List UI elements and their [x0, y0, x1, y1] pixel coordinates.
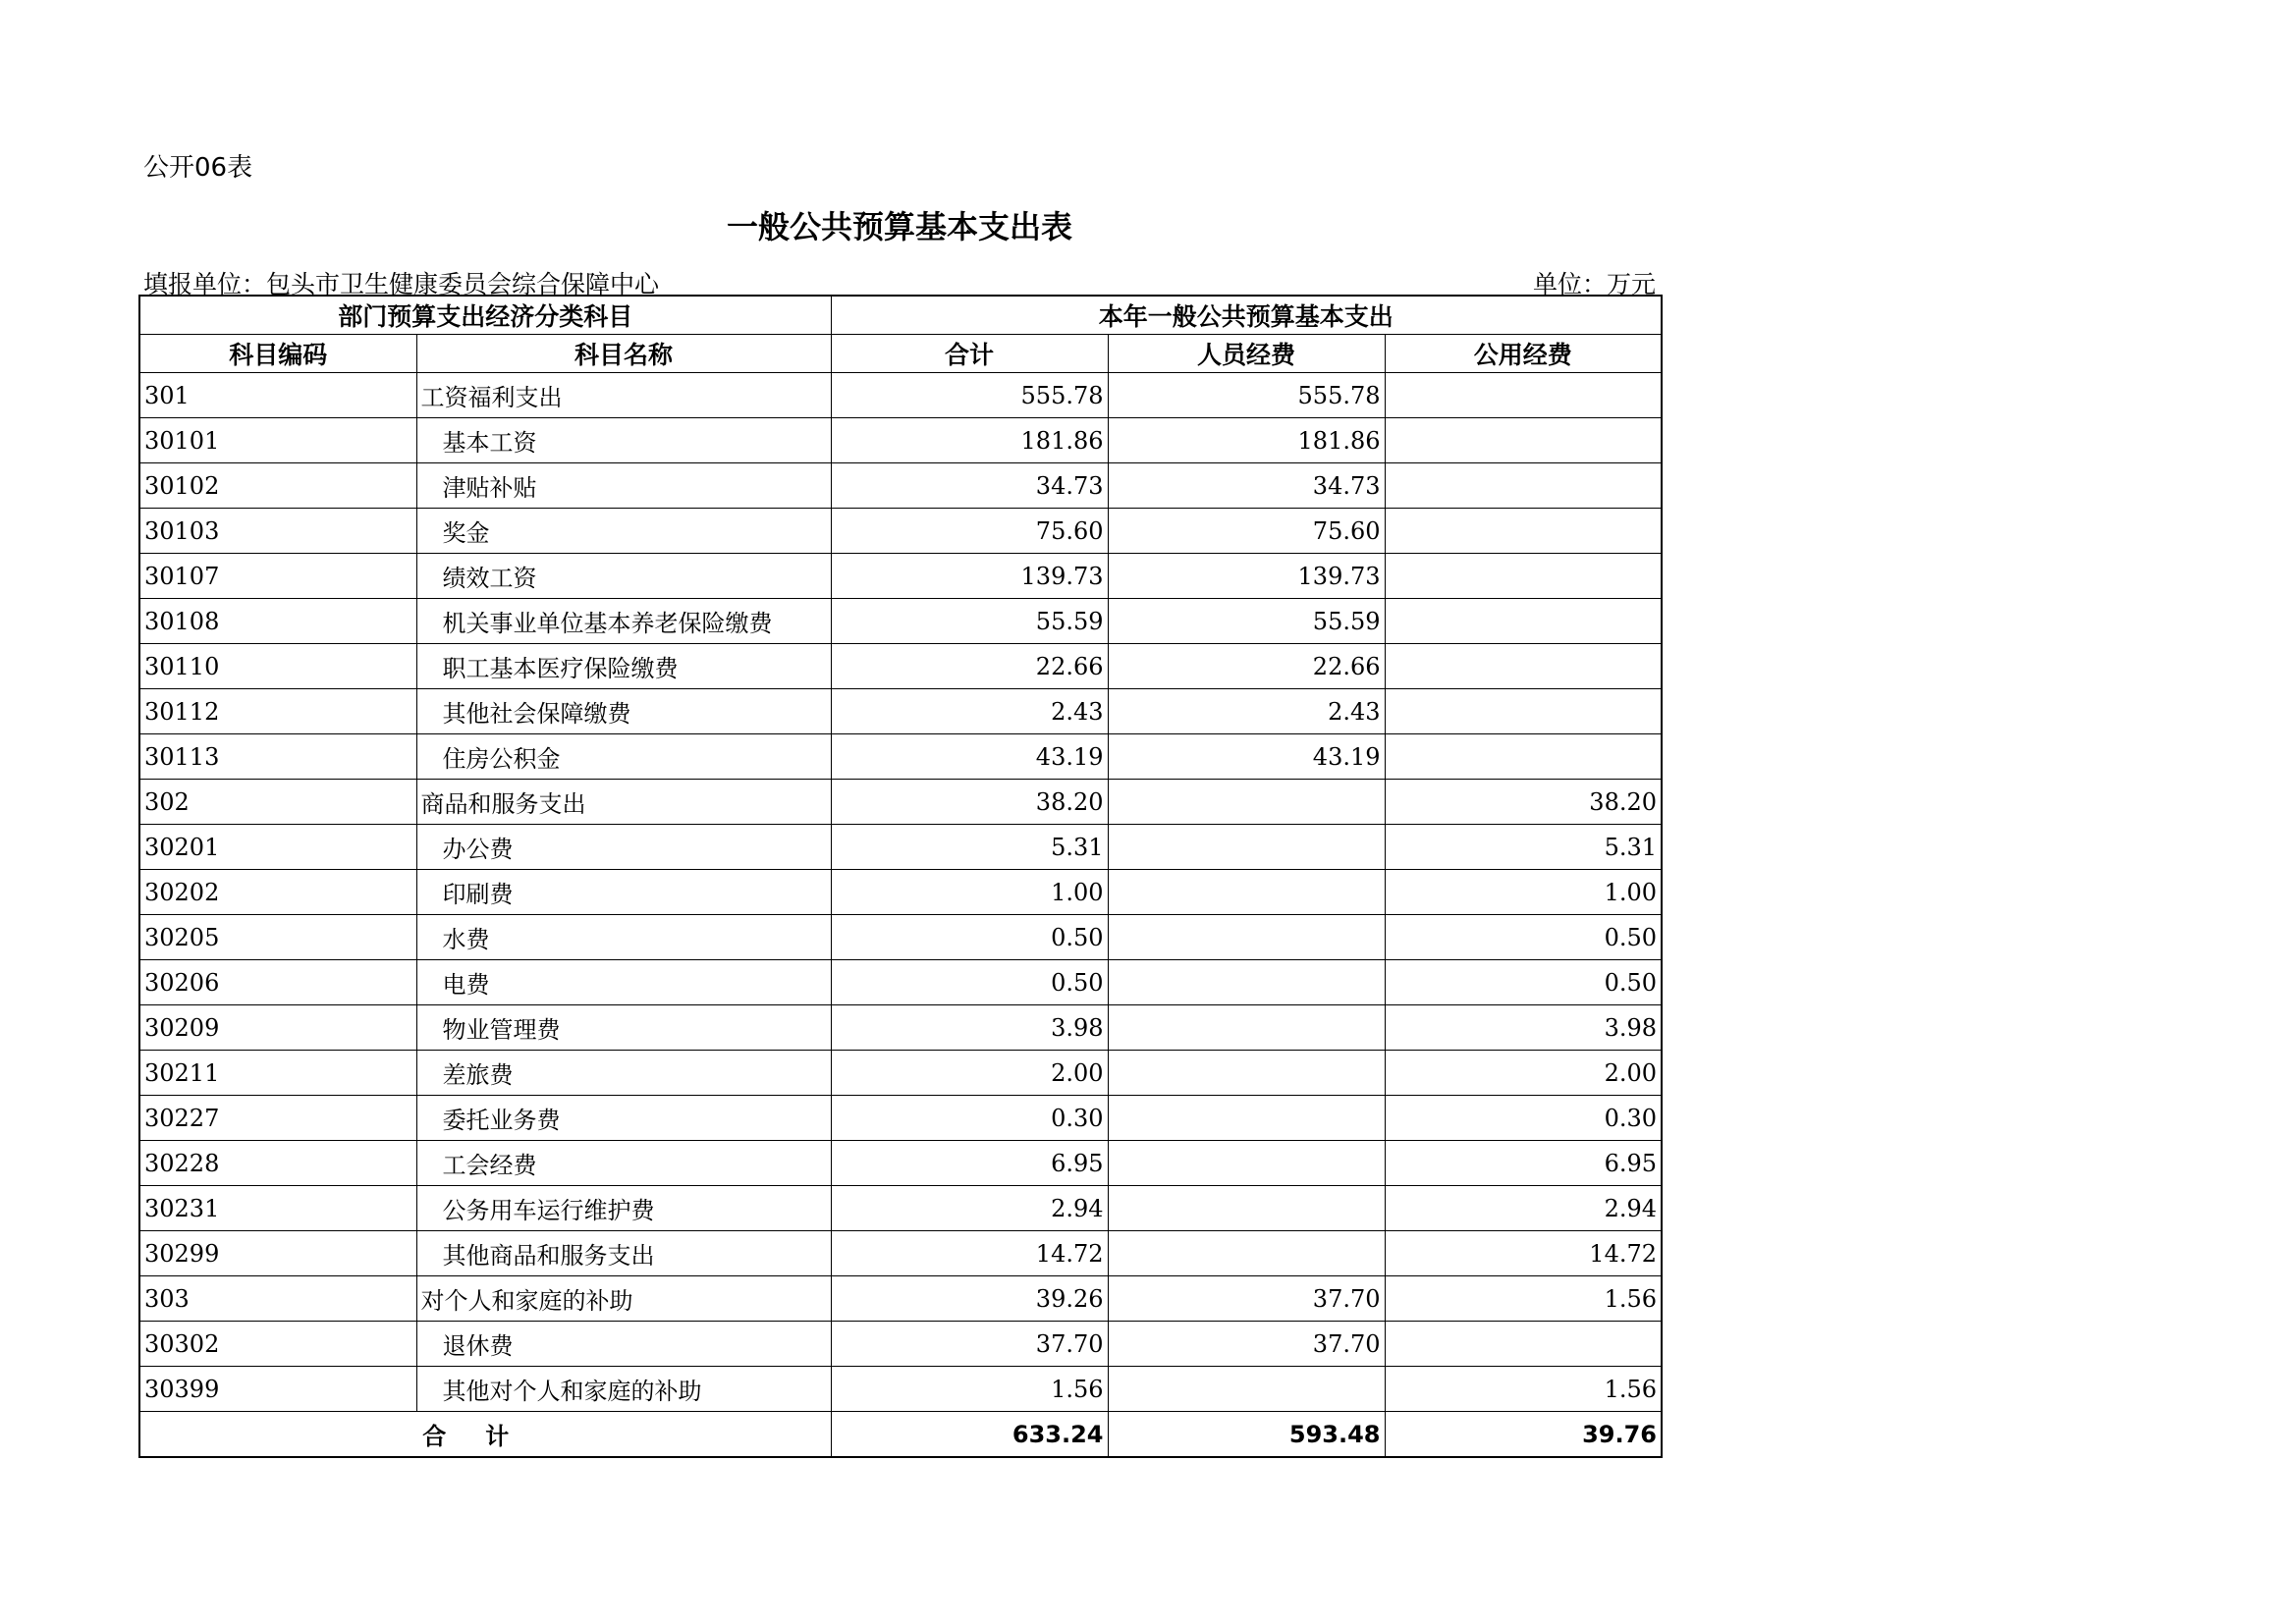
- row-personnel: [1108, 825, 1385, 870]
- header-code: 科目编码: [139, 335, 416, 373]
- row-code: 30108: [139, 599, 416, 644]
- row-name: 津贴补贴: [416, 463, 831, 509]
- table-row: [139, 509, 1662, 554]
- table-row: [139, 1186, 1662, 1231]
- row-public: 14.72: [1385, 1231, 1662, 1276]
- table-row: [139, 1096, 1662, 1141]
- row-code: 30302: [139, 1322, 416, 1367]
- row-personnel: [1108, 870, 1385, 915]
- row-name: 工资福利支出: [416, 373, 831, 418]
- row-name: 基本工资: [416, 418, 831, 463]
- table-row: [139, 1322, 1662, 1367]
- row-personnel: [1108, 1231, 1385, 1276]
- row-total: 14.72: [831, 1231, 1108, 1276]
- row-public: [1385, 418, 1662, 463]
- table-row: [139, 1141, 1662, 1186]
- row-personnel: 555.78: [1108, 373, 1385, 418]
- total-personnel: 593.48: [1108, 1412, 1385, 1458]
- row-total: 3.98: [831, 1005, 1108, 1051]
- row-code: 30206: [139, 960, 416, 1005]
- row-public: 1.00: [1385, 870, 1662, 915]
- form-number: 公开06表: [143, 153, 253, 183]
- row-total: 1.56: [831, 1367, 1108, 1412]
- row-code: 30113: [139, 734, 416, 780]
- row-name: 退休费: [416, 1322, 831, 1367]
- row-name: 职工基本医疗保险缴费: [416, 644, 831, 689]
- row-name: 差旅费: [416, 1051, 831, 1096]
- page-title: 一般公共预算基本支出表: [727, 208, 1073, 245]
- row-total: 555.78: [831, 373, 1108, 418]
- row-name: 其他社会保障缴费: [416, 689, 831, 734]
- row-personnel: [1108, 1005, 1385, 1051]
- row-personnel: [1108, 960, 1385, 1005]
- reporting-unit: 填报单位：包头市卫生健康委员会综合保障中心: [143, 270, 660, 298]
- row-code: 30231: [139, 1186, 416, 1231]
- row-public: [1385, 689, 1662, 734]
- row-total: 2.94: [831, 1186, 1108, 1231]
- row-total: 38.20: [831, 780, 1108, 825]
- row-code: 30103: [139, 509, 416, 554]
- row-public: [1385, 554, 1662, 599]
- row-code: 30211: [139, 1051, 416, 1096]
- row-personnel: 2.43: [1108, 689, 1385, 734]
- table-row: [139, 644, 1662, 689]
- row-personnel: 37.70: [1108, 1276, 1385, 1322]
- row-public: 6.95: [1385, 1141, 1662, 1186]
- row-personnel: 75.60: [1108, 509, 1385, 554]
- table-row: [139, 1231, 1662, 1276]
- row-total: 2.43: [831, 689, 1108, 734]
- row-public: [1385, 463, 1662, 509]
- row-total: 1.00: [831, 870, 1108, 915]
- row-code: 302: [139, 780, 416, 825]
- row-name: 工会经费: [416, 1141, 831, 1186]
- row-name: 水费: [416, 915, 831, 960]
- row-total: 6.95: [831, 1141, 1108, 1186]
- table-row: [139, 554, 1662, 599]
- table-row: [139, 599, 1662, 644]
- row-public: 0.30: [1385, 1096, 1662, 1141]
- table-row: [139, 960, 1662, 1005]
- row-name: 委托业务费: [416, 1096, 831, 1141]
- row-personnel: 37.70: [1108, 1322, 1385, 1367]
- row-public: 1.56: [1385, 1367, 1662, 1412]
- row-public: 2.00: [1385, 1051, 1662, 1096]
- row-total: 2.00: [831, 1051, 1108, 1096]
- row-personnel: [1108, 1051, 1385, 1096]
- row-personnel: 181.86: [1108, 418, 1385, 463]
- row-total: 0.30: [831, 1096, 1108, 1141]
- header-total: 合计: [831, 335, 1108, 373]
- row-public: [1385, 644, 1662, 689]
- row-code: 30227: [139, 1096, 416, 1141]
- row-personnel: [1108, 1141, 1385, 1186]
- row-name: 印刷费: [416, 870, 831, 915]
- row-total: 181.86: [831, 418, 1108, 463]
- header-column-row: [139, 335, 1662, 373]
- row-name: 对个人和家庭的补助: [416, 1276, 831, 1322]
- row-code: 303: [139, 1276, 416, 1322]
- row-public: [1385, 373, 1662, 418]
- row-personnel: 34.73: [1108, 463, 1385, 509]
- header-classification-group: 部门预算支出经济分类科目: [139, 296, 831, 335]
- row-code: 30202: [139, 870, 416, 915]
- row-personnel: [1108, 780, 1385, 825]
- row-code: 30205: [139, 915, 416, 960]
- row-personnel: [1108, 1096, 1385, 1141]
- row-name: 绩效工资: [416, 554, 831, 599]
- row-code: 30101: [139, 418, 416, 463]
- row-code: 30107: [139, 554, 416, 599]
- row-name: 电费: [416, 960, 831, 1005]
- row-name: 物业管理费: [416, 1005, 831, 1051]
- row-code: 301: [139, 373, 416, 418]
- table-row: [139, 1051, 1662, 1096]
- row-total: 34.73: [831, 463, 1108, 509]
- row-code: 30112: [139, 689, 416, 734]
- row-name: 住房公积金: [416, 734, 831, 780]
- row-public: 0.50: [1385, 960, 1662, 1005]
- row-name: 其他商品和服务支出: [416, 1231, 831, 1276]
- row-total: 5.31: [831, 825, 1108, 870]
- row-public: [1385, 599, 1662, 644]
- row-name: 公务用车运行维护费: [416, 1186, 831, 1231]
- header-public: 公用经费: [1385, 335, 1662, 373]
- row-personnel: [1108, 1367, 1385, 1412]
- row-code: 30102: [139, 463, 416, 509]
- row-name: 机关事业单位基本养老保险缴费: [416, 599, 831, 644]
- budget-table: [138, 295, 1663, 1458]
- row-personnel: 55.59: [1108, 599, 1385, 644]
- row-public: 3.98: [1385, 1005, 1662, 1051]
- row-public: 38.20: [1385, 780, 1662, 825]
- header-expenditure-group: 本年一般公共预算基本支出: [831, 296, 1662, 335]
- row-total: 139.73: [831, 554, 1108, 599]
- row-total: 0.50: [831, 915, 1108, 960]
- header-personnel: 人员经费: [1108, 335, 1385, 373]
- row-total: 37.70: [831, 1322, 1108, 1367]
- header-group-row: [139, 296, 1662, 335]
- row-public: 0.50: [1385, 915, 1662, 960]
- row-code: 30110: [139, 644, 416, 689]
- row-code: 30209: [139, 1005, 416, 1051]
- row-public: [1385, 509, 1662, 554]
- row-code: 30228: [139, 1141, 416, 1186]
- row-name: 办公费: [416, 825, 831, 870]
- table-row: [139, 689, 1662, 734]
- row-personnel: [1108, 915, 1385, 960]
- row-name: 奖金: [416, 509, 831, 554]
- row-code: 30399: [139, 1367, 416, 1412]
- table-row: [139, 915, 1662, 960]
- table-row: [139, 780, 1662, 825]
- total-public: 39.76: [1385, 1412, 1662, 1458]
- row-code: 30299: [139, 1231, 416, 1276]
- row-total: 75.60: [831, 509, 1108, 554]
- row-name: 商品和服务支出: [416, 780, 831, 825]
- table-row: [139, 373, 1662, 418]
- row-total: 55.59: [831, 599, 1108, 644]
- table-row: [139, 1367, 1662, 1412]
- table-row: [139, 825, 1662, 870]
- table-row: [139, 1276, 1662, 1322]
- table-row: [139, 418, 1662, 463]
- row-total: 0.50: [831, 960, 1108, 1005]
- table-row: [139, 734, 1662, 780]
- row-public: 2.94: [1385, 1186, 1662, 1231]
- table-body: [139, 373, 1662, 1412]
- table-row: [139, 1005, 1662, 1051]
- table-row: [139, 870, 1662, 915]
- total-amount: 633.24: [831, 1412, 1108, 1458]
- row-public: [1385, 1322, 1662, 1367]
- row-name: 其他对个人和家庭的补助: [416, 1367, 831, 1412]
- row-personnel: 22.66: [1108, 644, 1385, 689]
- row-personnel: [1108, 1186, 1385, 1231]
- row-public: [1385, 734, 1662, 780]
- total-label: 合计: [139, 1412, 831, 1458]
- row-personnel: 139.73: [1108, 554, 1385, 599]
- row-public: 1.56: [1385, 1276, 1662, 1322]
- row-total: 22.66: [831, 644, 1108, 689]
- row-total: 39.26: [831, 1276, 1108, 1322]
- header-name: 科目名称: [416, 335, 831, 373]
- row-public: 5.31: [1385, 825, 1662, 870]
- row-total: 43.19: [831, 734, 1108, 780]
- row-code: 30201: [139, 825, 416, 870]
- row-personnel: 43.19: [1108, 734, 1385, 780]
- table-row: [139, 463, 1662, 509]
- currency-unit: 单位：万元: [1532, 270, 1656, 298]
- total-row: [139, 1412, 1662, 1458]
